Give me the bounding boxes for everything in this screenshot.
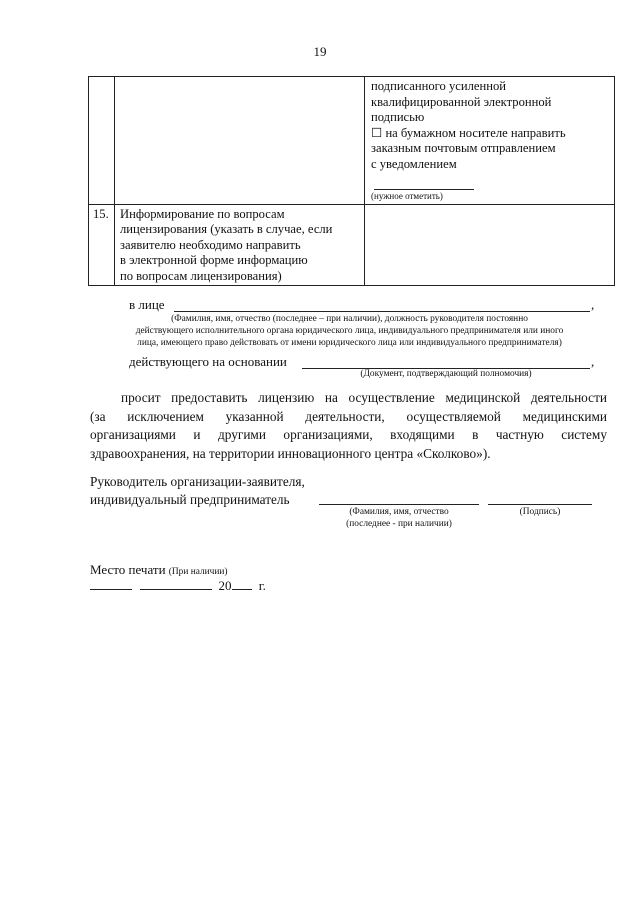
signature-field-line [488,490,592,505]
delivery-text-line: подписью [371,110,425,125]
stamp-label: Место печати [90,562,166,577]
table-cell-informing-value [365,204,615,285]
table-row [89,77,615,205]
v-lice-hint-line: (Фамилия, имя, отчество (последнее – при наличии), должность руководителя постоянно [171,314,528,324]
request-line: (за исключением указанной деятельности, осуществляемой медицинскими [90,408,607,424]
v-lice-comma: , [591,297,595,312]
delivery-text-line: подписанного усиленной [371,79,506,93]
delivery-text-line: квалифицированной электронной [371,94,552,109]
table-row [89,204,615,285]
request-line: просит предоставить лицензию на осуществление медицинской деятельности [121,390,607,405]
v-lice-hint-line: действующего исполнительного органа юридического лица, индивидуального предпринимателя или иного [135,326,564,336]
osnovanie-hint: (Документ, подтверждающий полномочия) [360,369,532,379]
application-table [88,76,615,286]
osnovanie-label: действующего на основании [129,354,287,369]
date-year-prefix: 20 [218,578,232,593]
table-cell-label-empty [115,77,365,205]
informing-text-line: лицензирования (указать в случае, если [120,222,333,237]
delivery-text-line: заказным почтовым отправлением [371,141,556,156]
signature-title-line: Руководитель организации-заявителя, [90,474,305,489]
fio-field-line [319,490,479,505]
stamp-hint: (При наличии) [168,567,228,577]
table-cell-informing-label [115,204,365,285]
delivery-text-line: с уведомлением [371,156,457,171]
mark-note: (нужное отметить) [371,190,443,201]
date-day-blank [90,577,132,590]
stamp-block [90,562,228,578]
informing-text-line: заявителю необходимо направить [120,237,301,252]
signature-title-line: индивидуальный предприниматель [90,492,290,507]
row-number: 15. [89,204,115,285]
fio-hint-line: (Фамилия, имя, отчество [349,507,449,517]
v-lice-field-line [174,297,590,312]
signature-hint: (Подпись) [519,507,561,517]
osnovanie-field-line [302,354,590,369]
date-line [90,577,266,594]
table-cell-number-empty [89,77,115,205]
paper-delivery-checkbox-line: ☐ на бумажном носителе направить [371,125,566,140]
osnovanie-comma: , [591,354,595,369]
signature-title [90,473,305,509]
request-paragraph [90,389,607,463]
date-year-suffix: г. [258,578,266,593]
date-year-blank [232,577,252,590]
request-line: здравоохранения, на территории инновационного центра «Сколково»). [90,445,491,461]
v-lice-hint [90,313,609,349]
request-line: организациями и другими организациями, входящими в частную систему [90,427,607,442]
v-lice-label: в лице [129,297,165,312]
informing-text-line: Информирование по вопросам [120,206,285,221]
mark-blank-line [374,179,474,190]
date-month-blank [140,577,212,590]
page-number: 19 [313,44,327,59]
table-cell-delivery-options [365,77,615,205]
fio-hint [319,506,479,530]
v-lice-hint-line: лица, имеющего право действовать от имени юридического лица или индивидуального предпринимателя) [137,338,562,348]
fio-hint-line: (последнее - при наличии) [346,519,452,529]
informing-text-line: в электронной форме информацию [120,253,308,268]
informing-text-line: по вопросам лицензирования) [120,268,282,283]
